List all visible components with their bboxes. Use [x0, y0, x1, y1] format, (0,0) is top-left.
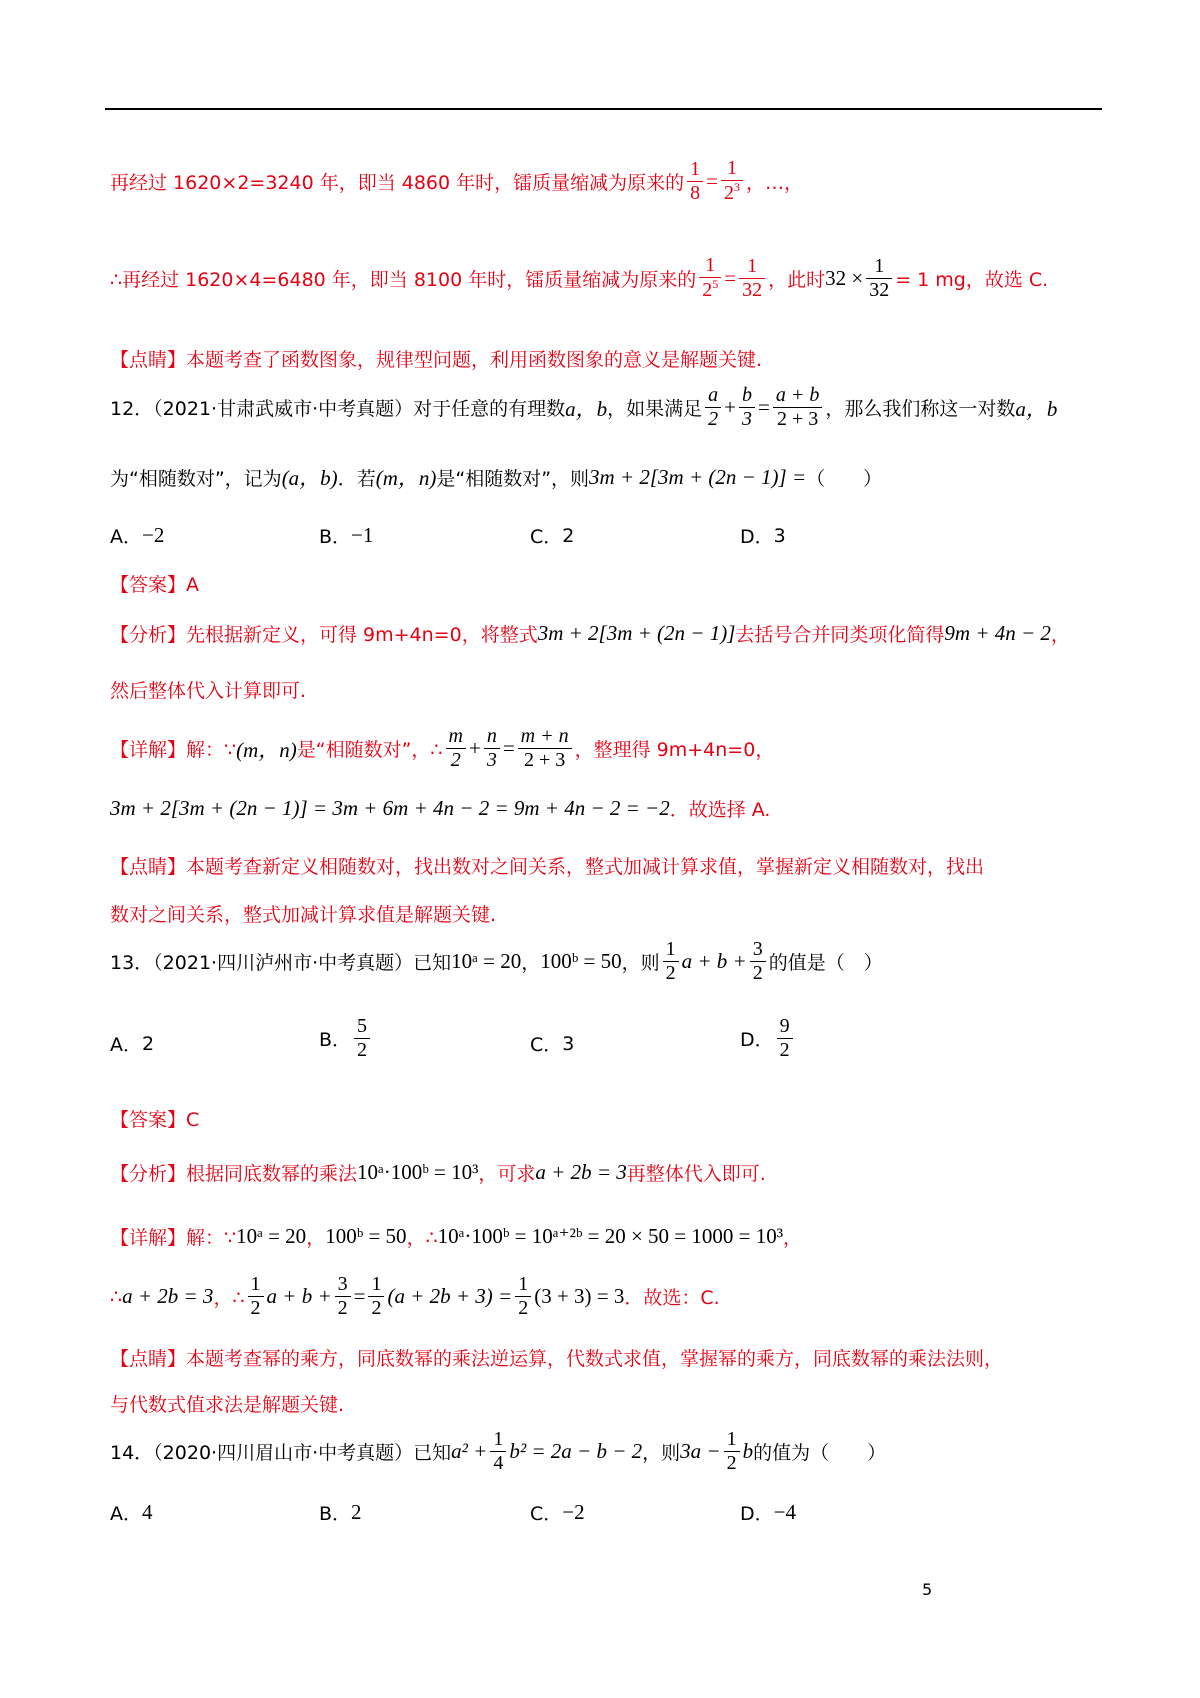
text: 的值为（ ）	[753, 1442, 887, 1464]
fraction: $\frac{3}{2}$	[750, 938, 766, 985]
fraction: $\frac{a}{2}$	[705, 384, 721, 431]
text: ．故选择 A.	[669, 799, 771, 821]
math-expr: a + 2b = 3	[535, 1160, 627, 1184]
text: = 1 mg，故选 C.	[895, 268, 1049, 291]
q14-option-c[interactable]: C． −2	[530, 1500, 585, 1525]
continuation-line-1	[110, 157, 803, 205]
text: ，∴	[213, 1287, 245, 1309]
math-expr: 3m + 2[3m + (2n − 1)] = 3m + 6m + 4n − 2 = 9m + 4n − 2 = −2	[110, 796, 670, 820]
text: ，	[306, 1227, 326, 1249]
text: ．若	[337, 467, 376, 490]
math-expr: (a + 2b + 3) =	[387, 1284, 513, 1308]
text: 去括号合并同类项化简得	[735, 624, 945, 646]
math-expr: (3 + 3) = 3	[534, 1284, 625, 1308]
q13-analysis	[110, 1159, 766, 1186]
text: 是“相随数对”，∴	[296, 739, 443, 761]
fraction: $\frac{1}{2}$	[248, 1273, 264, 1320]
math-pair: (a，b)	[281, 466, 338, 490]
math-expr: 10ᵃ = 20	[236, 1224, 307, 1248]
text: 13．（2021·四川泸州市·中考真题）已知	[110, 952, 452, 974]
text: ，则	[621, 952, 660, 974]
math-expr: 32 ×	[825, 265, 864, 290]
text: 再整体代入即可.	[626, 1163, 766, 1185]
text: ∴再经过 1620×4=6480 年，即当 8100 年时，镭质量缩减为原来的	[110, 268, 697, 291]
text: ，可求	[478, 1163, 536, 1185]
math-expr: a² +	[451, 1439, 488, 1463]
q12-option-d[interactable]: D． 3	[740, 524, 786, 548]
fraction: $\frac{1}{2}$	[663, 938, 679, 985]
text: ∴	[110, 1285, 123, 1308]
q14-option-d[interactable]: D． −4	[740, 1500, 796, 1525]
q13-point-line-2: 与代数式值求法是解题关键.	[110, 1394, 345, 1416]
q12-detail-line-1: 【详解】解：∵ (m，n) 是“相随数对”，∴ $\frac{m}{2}$ + $\frac{n}{3}$ = $\frac{m + n}{2 + 3}$ ，整理得 9m+4n=0，	[110, 725, 775, 771]
math-expr: 3m + 2[3m + (2n − 1)]	[537, 621, 736, 645]
q14-option-b[interactable]: B． 2	[319, 1500, 362, 1525]
equals: =	[757, 395, 770, 419]
q13-point-line-1: 【点睛】本题考查幂的乘方，同底数幂的乘法逆运算，代数式求值，掌握幂的乘方，同底数幂的乘法法则，	[110, 1348, 1004, 1370]
text: 为“相随数对”，记为	[110, 467, 282, 490]
equals: =	[724, 265, 737, 290]
text: ，整理得 9m+4n=0，	[574, 739, 775, 761]
equals: =	[353, 1284, 366, 1308]
math-expr: 10ᵃ = 20	[451, 949, 522, 973]
math-pair: (m，n)	[375, 466, 437, 490]
continuation-line-2	[110, 254, 1048, 302]
math-expr: a + 2b = 3	[122, 1284, 214, 1308]
text: ，	[1050, 624, 1070, 646]
math-expr: 3a −	[680, 1439, 721, 1463]
q13-option-c[interactable]: C． 3	[530, 1032, 575, 1056]
text: ，…，	[746, 171, 804, 194]
q13-option-b[interactable]: B． $\frac{5}{2}$	[319, 1015, 373, 1062]
q13-option-d[interactable]: D． $\frac{9}{2}$	[740, 1015, 796, 1062]
text: 再经过 1620×2=3240 年，即当 4860 年时，镭质量缩减为原来的	[110, 171, 685, 194]
q13-option-a[interactable]: A． 2	[110, 1032, 155, 1056]
q12-answer: 【答案】A	[110, 574, 199, 596]
math-expr: 9m + 4n − 2	[944, 621, 1051, 645]
q14-stem	[110, 1428, 886, 1475]
header-rule	[105, 108, 1102, 110]
text: 的值是（ ）	[768, 952, 883, 974]
math-expr: b	[742, 1439, 754, 1463]
text: ，	[783, 1227, 803, 1249]
math-pair: (m，n)	[236, 737, 297, 762]
text: 【详解】解：∵	[110, 1227, 237, 1249]
fraction: $\frac{1}{2}$	[724, 1428, 740, 1475]
math-expr: b² = 2a − b − 2	[509, 1439, 643, 1463]
q12-point-line-1: 【点睛】本题考查新定义相随数对，找出数对之间关系，整式加减计算求值，掌握新定义相随数对，找出	[110, 856, 985, 878]
fraction: $\frac{1}{2^3}$	[721, 157, 743, 205]
fraction: $\frac{1}{32}$	[739, 255, 765, 302]
math-expr: 10ᵃ·100ᵇ = 10ᵃ⁺²ᵇ = 20 × 50 = 1000 = 10³	[437, 1224, 784, 1248]
math-expr: 100ᵇ = 50	[540, 949, 622, 973]
fraction: $\frac{3}{2}$	[335, 1273, 351, 1320]
text: 12．（2021·甘肃武威市·中考真题）对于任意的有理数	[110, 398, 566, 420]
text: （ ）	[806, 467, 883, 490]
math-expr: 10ᵃ·100ᵇ = 10³	[357, 1160, 479, 1184]
text: ，如果满足	[607, 398, 703, 420]
q14-option-a[interactable]: A． 4	[110, 1500, 153, 1525]
fraction: $\frac{1}{2^5}$	[699, 254, 721, 302]
q12-option-a[interactable]: A． −2	[110, 523, 165, 548]
q13-detail-line-2	[110, 1273, 720, 1320]
q12-analysis-line-2: 然后整体代入计算即可.	[110, 680, 307, 702]
fraction: $\frac{1}{32}$	[866, 255, 892, 302]
q13-stem	[110, 938, 883, 985]
text: 【分析】根据同底数幂的乘法	[110, 1163, 358, 1185]
equals: =	[706, 168, 718, 193]
q12-option-b[interactable]: B． −1	[319, 523, 374, 548]
math-vars: a，b	[1015, 396, 1058, 421]
q12-analysis-line-1	[110, 620, 1070, 647]
fraction: $\frac{1}{2}$	[515, 1273, 531, 1320]
fraction: $\frac{m}{2}$	[446, 725, 466, 772]
plus: +	[724, 395, 736, 419]
math-expr: a + b +	[266, 1284, 332, 1308]
text: ，此时	[768, 268, 826, 291]
text: 【详解】解：∵	[110, 739, 237, 761]
fraction: $\frac{1}{2}$	[368, 1273, 384, 1320]
text: ，则	[642, 1442, 681, 1464]
text: 14．（2020·四川眉山市·中考真题）已知	[110, 1442, 452, 1464]
q12-stem-line-2	[110, 462, 882, 492]
text: ，	[521, 952, 541, 974]
q12-point-line-2: 数对之间关系，整式加减计算求值是解题关键.	[110, 904, 497, 926]
math-expr: a + b +	[681, 949, 747, 973]
text: 【分析】先根据新定义，可得 9m+4n=0，将整式	[110, 624, 538, 646]
math-vars: a，b	[565, 396, 608, 421]
fraction: $\frac{a + b}{2 + 3}$	[773, 384, 823, 431]
q12-stem-line-1	[110, 384, 1057, 431]
page-number: 5	[922, 1580, 933, 1599]
continuation-point: 【点睛】本题考查了函数图象，规律型问题，利用函数图象的意义是解题关键.	[110, 349, 763, 371]
q12-detail-line-2	[110, 795, 770, 822]
q13-detail-line-1	[110, 1223, 802, 1250]
text: 是“相随数对”，则	[436, 467, 590, 490]
text: ，∴	[406, 1227, 438, 1249]
q12-option-c[interactable]: C． 2	[530, 524, 575, 548]
text: ，那么我们称这一对数	[825, 398, 1016, 420]
q13-answer: 【答案】C	[110, 1109, 200, 1131]
fraction: $\frac{m + n}{2 + 3}$	[518, 725, 572, 772]
fraction: $\frac{1}{4}$	[490, 1428, 506, 1475]
fraction: $\frac{b}{3}$	[739, 384, 755, 431]
text: ．故选：C.	[624, 1287, 720, 1309]
math-expr: 100ᵇ = 50	[325, 1224, 407, 1248]
fraction: $\frac{1}{8}$	[687, 158, 703, 205]
fraction: $\frac{n}{3}$	[484, 725, 500, 772]
math-expr: 3m + 2[3m + (2n − 1)] =	[589, 464, 807, 489]
